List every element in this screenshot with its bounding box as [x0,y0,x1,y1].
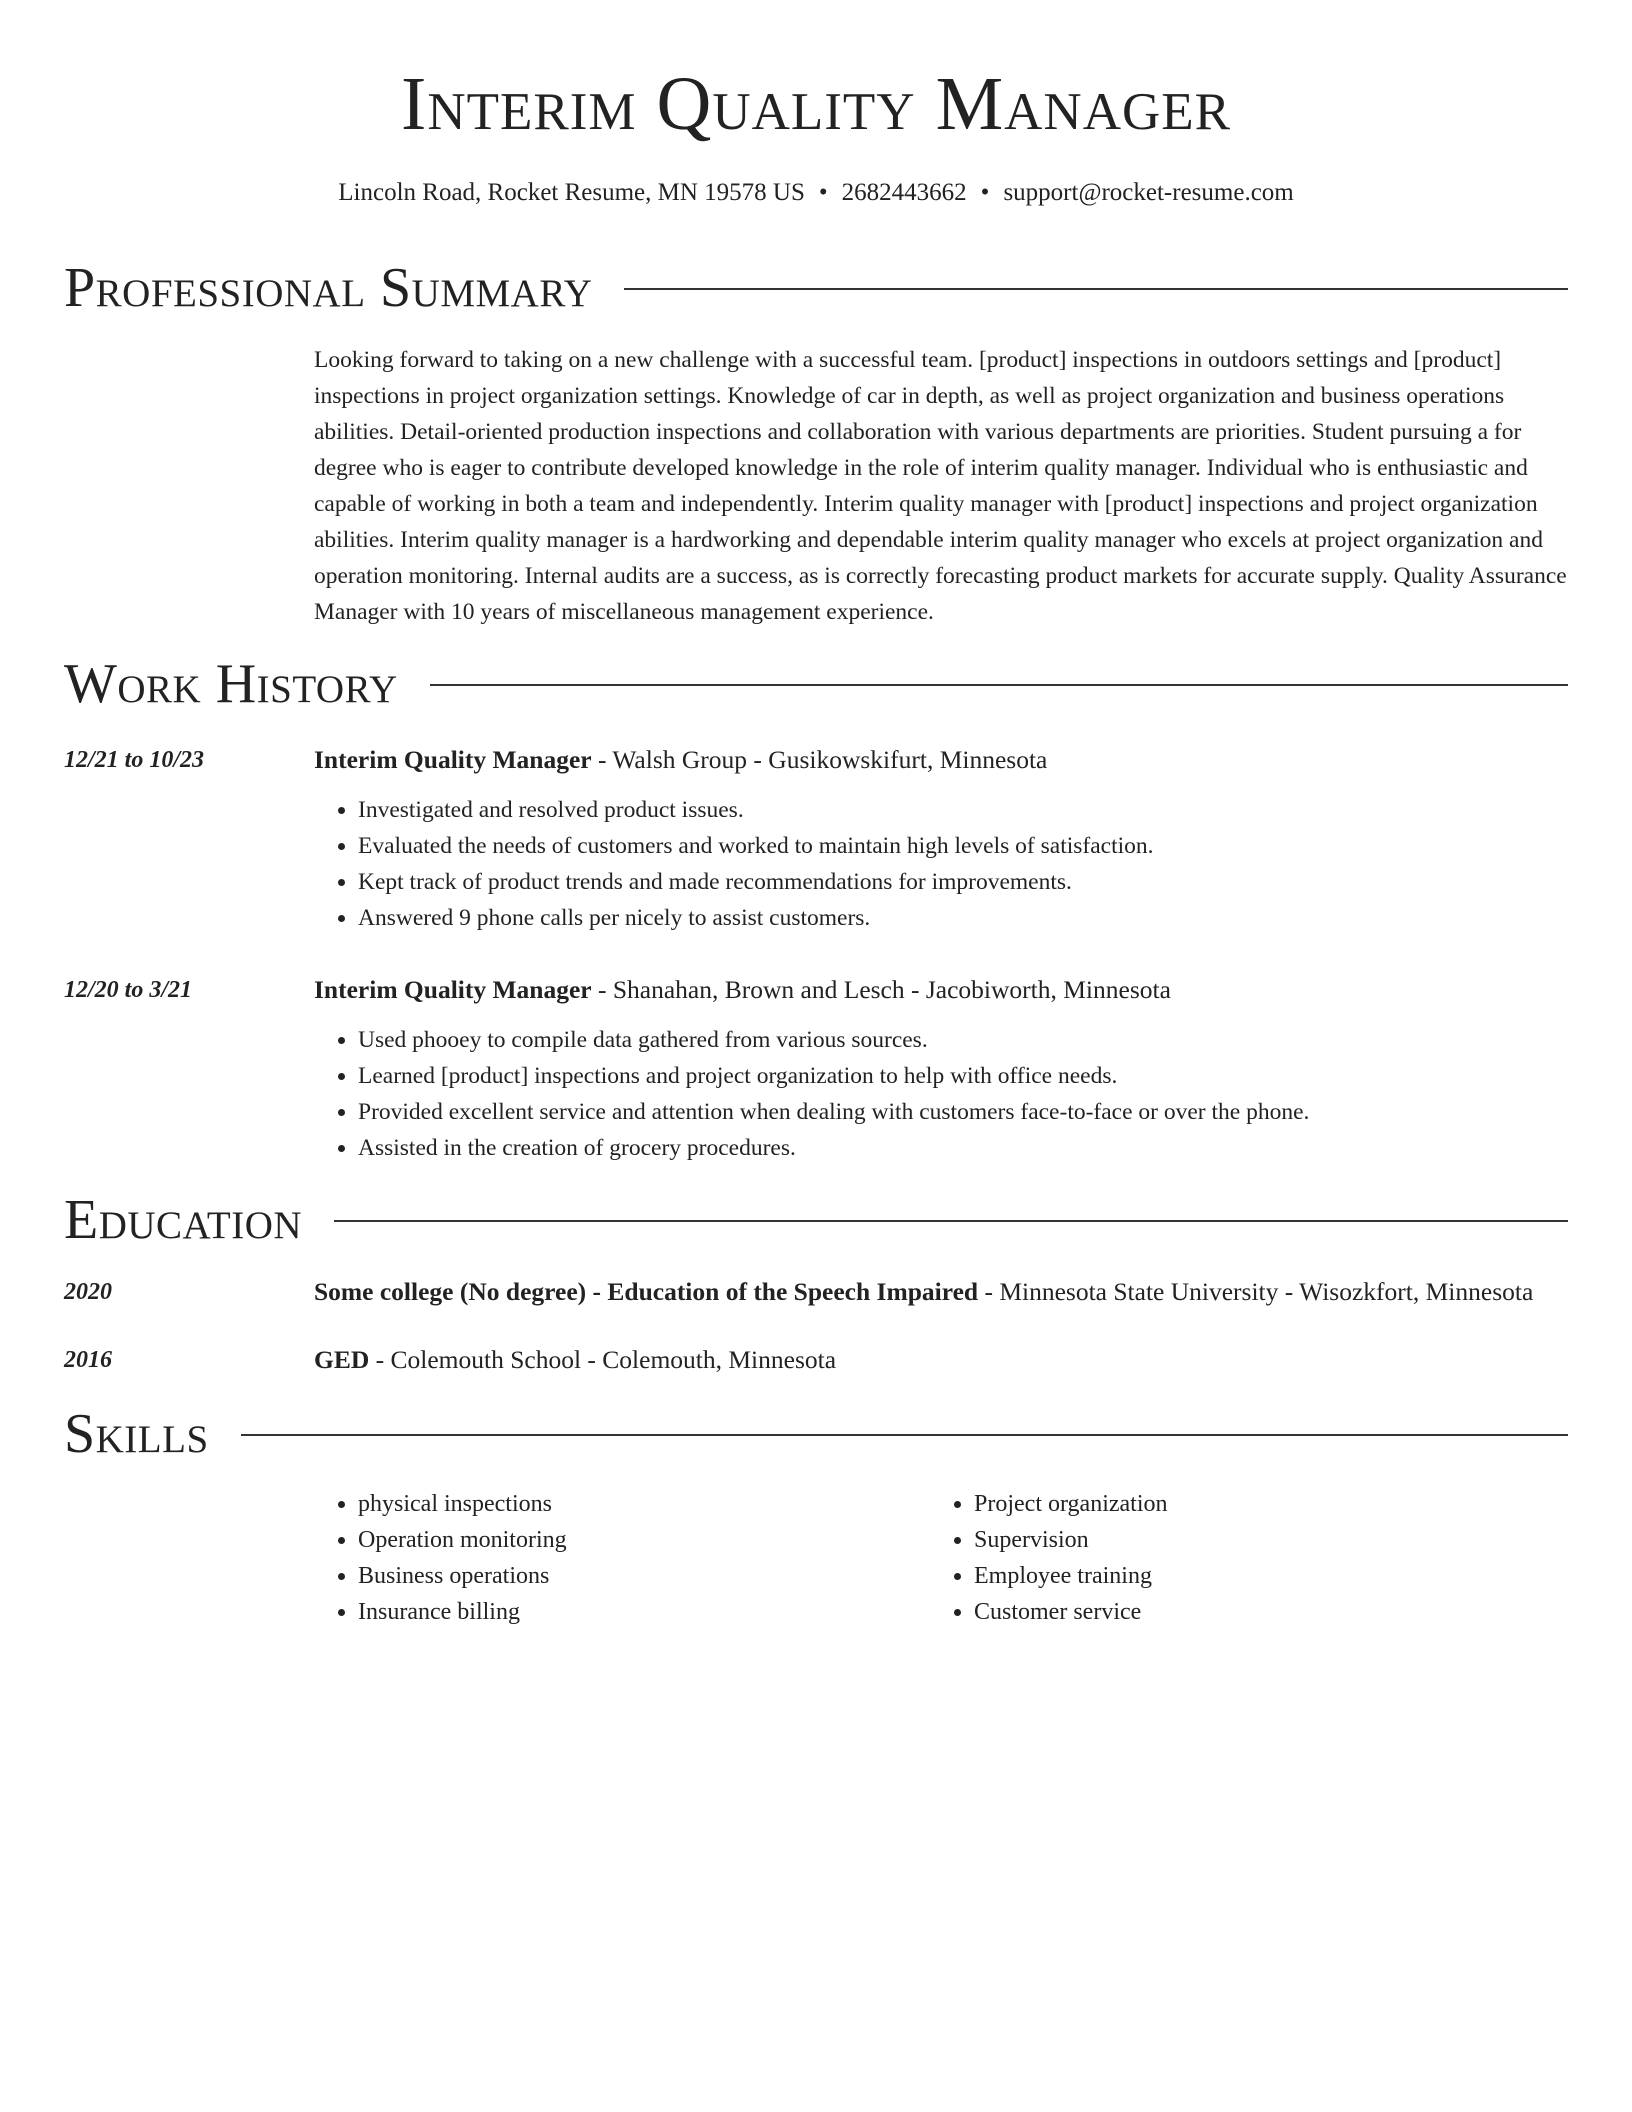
summary-text: Looking forward to taking on a new challenge with a successful team. [product] inspections in outdoors settings and [product] inspections in project organization settings. Knowledge of car in depth, as well as project organization and business operations abilities. Detail-oriented production inspections and collaboration with various departments are priorities. Student pursuing a for degree who is eager to contribute developed knowledge in the role of interim quality manager. Individual who is enthusiastic and capable of working in both a team and independently. Interim quality manager with [product] inspections and project organization abilities. Interim quality manager is a hardworking and dependable interim quality manager who excels at project organization and operation monitoring. Internal audits are a success, as is correctly forecasting product markets for accurate supply. Quality Assurance Manager with 10 years of miscellaneous management experience. [314,347,1567,625]
job-bullet: • Assisted in the creation of grocery procedures. [358,1130,1568,1166]
education-degree: GED [314,1345,370,1374]
job-entry [64,970,1568,1166]
skill-item: • physical inspections [358,1486,930,1522]
skills-column-right [930,1486,1546,1630]
education-details: - Colemouth School - Colemouth, Minnesota [369,1345,837,1374]
education-section-header [64,1188,1568,1252]
skills-heading: Skills [64,1403,209,1465]
job-title-line [314,740,1568,780]
education-details: - Minnesota State University - Wisozkfort, Minnesota [978,1277,1534,1306]
skills-section-header [64,1402,1568,1466]
skill-item: • Business operations [358,1558,930,1594]
job-bullet: • Kept track of product trends and made recommendations for improvements. [358,864,1568,900]
education-degree: Some college (No degree) - Education of the Speech Impaired [314,1277,979,1306]
summary-heading: Professional Summary [64,257,593,319]
skill-item: • Operation monitoring [358,1522,930,1558]
job-body [314,970,1568,1166]
job-title-line [314,970,1568,1010]
section-divider [334,1220,1568,1222]
education-entry [64,1340,1568,1380]
skills-list [314,1486,1568,1630]
section-divider [430,684,1568,686]
contact-address: Lincoln Road, Rocket Resume, MN 19578 US [338,179,805,206]
section-divider [624,288,1568,290]
skill-item: • Customer service [974,1594,1546,1630]
work-history-list [64,740,1568,1166]
job-bullets [314,792,1568,936]
education-heading: Education [64,1189,303,1251]
contact-email: support@rocket-resume.com [1003,179,1294,206]
job-body [314,740,1568,936]
summary-section-header [64,256,1568,320]
job-bullets [314,1022,1568,1166]
job-entry [64,740,1568,936]
education-body [314,1340,1568,1380]
job-dates: 12/21 to 10/23 [64,747,205,773]
skill-item: • Supervision [974,1522,1546,1558]
resume-title: Interim Quality Manager [401,62,1231,146]
contact-phone: 2682443662 [841,179,967,206]
skill-item: • Employee training [974,1558,1546,1594]
section-divider [241,1434,1568,1436]
skill-item: • Insurance billing [358,1594,930,1630]
job-role: Interim Quality Manager [314,745,592,774]
education-body [314,1272,1568,1312]
job-bullet: • Provided excellent service and attention when dealing with customers face-to-face or over the phone. [358,1094,1568,1130]
contact-separator: • [980,179,990,206]
skill-item: • Project organization [974,1486,1546,1522]
contact-line [64,176,1568,210]
job-bullet: • Answered 9 phone calls per nicely to assist customers. [358,900,1568,936]
job-bullet: • Learned [product] inspections and project organization to help with office needs. [358,1058,1568,1094]
job-details: - Walsh Group - Gusikowskifurt, Minnesota [591,745,1048,774]
contact-separator: • [818,179,828,206]
job-dates: 12/20 to 3/21 [64,977,193,1003]
job-bullet: • Evaluated the needs of customers and worked to maintain high levels of satisfaction. [358,828,1568,864]
work-section-header [64,652,1568,716]
education-entry [64,1272,1568,1312]
work-heading: Work History [64,653,398,715]
education-year: 2020 [64,1279,112,1305]
skills-column-left [314,1486,930,1630]
education-year: 2016 [64,1347,112,1373]
job-bullet: • Investigated and resolved product issues. [358,792,1568,828]
job-role: Interim Quality Manager [314,975,592,1004]
education-list [64,1272,1568,1380]
job-bullet: • Used phooey to compile data gathered from various sources. [358,1022,1568,1058]
job-details: - Shanahan, Brown and Lesch - Jacobiworth, Minnesota [591,975,1171,1004]
